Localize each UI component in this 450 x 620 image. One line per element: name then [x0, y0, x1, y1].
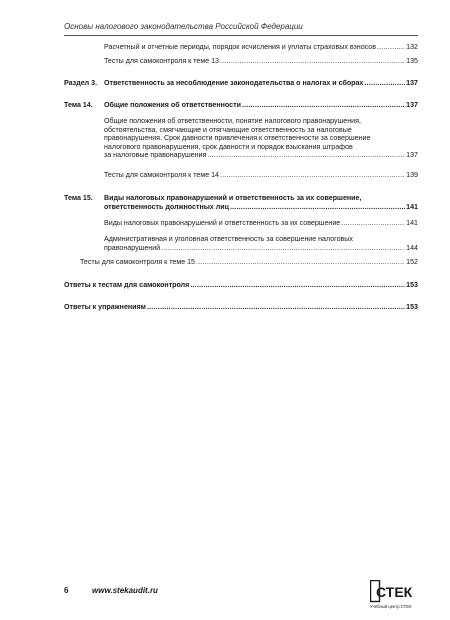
toc-topic-entry — [64, 101, 418, 110]
toc-page-number: 152 — [406, 258, 418, 266]
toc-leader — [190, 281, 405, 290]
toc-entry-line: Общие положения об ответственности, понятие налогового правонарушения, — [104, 117, 361, 125]
toc-page-number: 153 — [406, 303, 418, 311]
header-rule — [64, 35, 418, 36]
toc-entry-line: обстоятельства, смягчающие и отягчающие ответственность за налоговые — [104, 125, 352, 134]
toc-section-label: Раздел 3. — [64, 79, 98, 87]
toc-leader — [341, 219, 405, 228]
toc-entry — [80, 258, 418, 267]
toc-entry-title: Тесты для самоконтроля к теме 15 — [80, 258, 196, 266]
toc-entry-title: Виды налоговых правонарушений и ответственность за их совершение — [104, 219, 341, 227]
running-header: Основы налогового законодательства Российской Федерации — [64, 22, 303, 31]
toc-leader — [207, 151, 405, 160]
toc-entry-line: Виды налоговых правонарушений и ответственность за их совершение, — [104, 194, 362, 202]
toc-entry-title: Расчетный и отчетные периоды, порядок исчисления и уплаты страховых взносов — [104, 43, 376, 51]
toc-leader — [242, 101, 405, 110]
toc-page-number: 141 — [406, 219, 418, 227]
toc-entry-title: Общие положения об ответственности — [104, 101, 241, 109]
toc-entry-line: Административная и уголовная ответственность за совершение налоговых — [104, 235, 353, 243]
toc-page-number: 137 — [406, 151, 418, 160]
toc-entry-line: налогового правонарушения, срок давности и порядок взыскания штрафов — [104, 142, 353, 151]
toc-entry-title: Ответы к тестам для самоконтроля — [64, 281, 190, 289]
toc-page-number: 135 — [406, 57, 418, 65]
toc-entry-line: правонарушения. Срок давности привлечения к ответственности за совершение — [104, 134, 371, 143]
toc-topic-label: Тема 15. — [64, 194, 93, 202]
toc-entry-title: Ответственность за несоблюдение законодательства о налогах и сборах — [104, 79, 364, 87]
toc-entry-title: правонарушений — [104, 243, 161, 252]
toc-section-entry — [64, 79, 418, 88]
toc-leader — [220, 171, 405, 180]
toc-leader — [220, 57, 405, 66]
toc-page-number: 137 — [406, 101, 418, 109]
toc-page-number: 132 — [406, 43, 418, 51]
toc-page-number: 139 — [406, 171, 418, 179]
footer-url: www.stekaudit.ru — [92, 586, 158, 595]
toc-page-number: 144 — [406, 243, 418, 252]
toc-page-number: 153 — [406, 281, 418, 289]
logo-tagline: Учебный центр СТЕК — [370, 604, 412, 609]
toc-leader — [230, 203, 405, 212]
toc-entry — [104, 117, 418, 160]
toc-entry-title: Тесты для самоконтроля к теме 14 — [104, 171, 220, 179]
logo-text: СТЕК — [376, 584, 413, 600]
toc-entry-title: ответственность должностных лиц — [104, 202, 229, 211]
toc-entry-title: Ответы к упражнениям — [64, 303, 146, 311]
toc-leader — [364, 79, 405, 88]
page-number: 6 — [64, 586, 69, 595]
toc-leader — [377, 43, 405, 52]
toc-leader — [147, 303, 405, 312]
toc-entry-title: за налоговые правонарушения — [104, 151, 207, 160]
toc-entry-title: Тесты для самоконтроля к теме 13 — [104, 57, 220, 65]
toc-leader — [196, 258, 405, 267]
toc-entry — [104, 235, 418, 252]
toc-topic-entry — [64, 194, 418, 212]
toc-answers-entry — [64, 303, 418, 312]
toc-entry — [104, 219, 418, 228]
toc-page-number: 141 — [406, 202, 418, 211]
toc-entry — [104, 171, 418, 180]
toc-entry — [104, 43, 418, 52]
toc-leader — [161, 244, 405, 253]
toc-topic-label: Тема 14. — [64, 101, 93, 109]
toc-answers-entry — [64, 281, 418, 290]
toc-entry — [104, 57, 418, 66]
toc-page-number: 137 — [406, 79, 418, 87]
